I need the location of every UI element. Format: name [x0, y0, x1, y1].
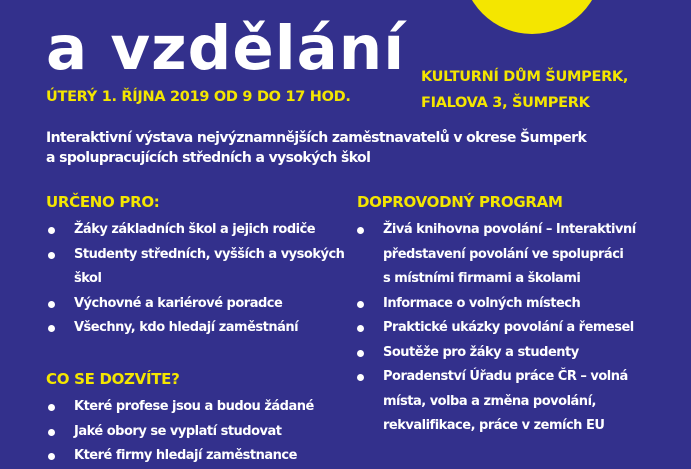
list-item: Které profese jsou a budou žádané [46, 395, 314, 420]
intro-text [46, 128, 586, 168]
list-item: Které firmy hledají zaměstnance [46, 444, 314, 469]
list-item: Všechny, kdo hledají zaměstnání [46, 316, 344, 341]
bullet-icon [48, 325, 55, 332]
list-item: Jaké obory se vyplatí studovat [46, 420, 314, 445]
intro-line: Interaktivní výstava nejvýznamnějších zaměstnavatelů v okrese Šumperk [46, 130, 587, 146]
for-whom-list [46, 218, 344, 341]
bullet-icon [357, 227, 364, 234]
list-item: Poradenství Úřadu práce ČR – volná místa, volba a změna povolání, rekvalifikace, práce v zemích EU [355, 365, 636, 439]
intro-line: a spolupracujících středních a vysokých škol [46, 150, 371, 166]
bullet-icon [357, 374, 364, 381]
for-whom-heading: URČENO PRO: [46, 193, 160, 211]
program-list [355, 218, 636, 439]
venue-line: FIALOVA 3, ŠUMPERK [421, 95, 590, 111]
bullet-icon [357, 301, 364, 308]
yellow-circle-decoration [462, 0, 602, 34]
bullet-icon [357, 325, 364, 332]
program-heading: DOPROVODNÝ PROGRAM [357, 193, 563, 211]
bullet-icon [48, 227, 55, 234]
list-item: Živá knihovna povolání – Interaktivní představení povolání ve spolupráci s místními firmami a školami [355, 218, 636, 292]
learn-list [46, 395, 314, 469]
event-venue [421, 64, 628, 116]
bullet-icon [48, 404, 55, 411]
bullet-icon [48, 453, 55, 460]
event-date: ÚTERÝ 1. ŘÍJNA 2019 OD 9 DO 17 HOD. [46, 89, 351, 105]
list-item: Praktické ukázky povolání a řemesel [355, 316, 636, 341]
list-item: Výchovné a kariérové poradce [46, 292, 344, 317]
list-item: Informace o volných místech [355, 292, 636, 317]
bullet-icon [48, 429, 55, 436]
bullet-icon [48, 252, 55, 259]
learn-heading: CO SE DOZVÍTE? [46, 370, 180, 388]
venue-line: KULTURNÍ DŮM ŠUMPERK, [421, 69, 629, 85]
bullet-icon [357, 350, 364, 357]
poster-title: a vzdělání [46, 13, 406, 84]
list-item: Studenty středních, vyšších a vysokých škol [46, 243, 344, 292]
bullet-icon [48, 301, 55, 308]
list-item: Soutěže pro žáky a studenty [355, 341, 636, 366]
list-item: Žáky základních škol a jejich rodiče [46, 218, 344, 243]
